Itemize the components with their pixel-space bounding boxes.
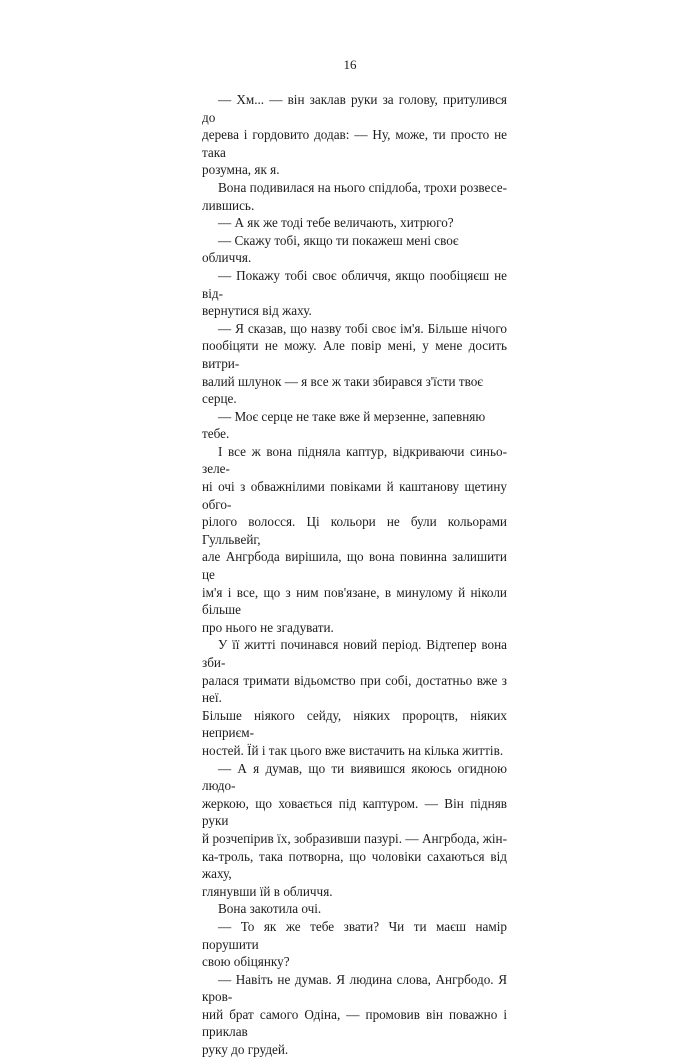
text-line: лившись. bbox=[202, 197, 255, 213]
paragraph bbox=[202, 760, 507, 901]
text-line: ім'я і все, що з ним пов'язане, в минулому й ніколи більше bbox=[202, 584, 507, 618]
text-line: У її житті починався новий період. Відтепер вона зби- bbox=[202, 637, 507, 670]
text-line: ний брат самого Одіна, — промовив він поважно і приклав bbox=[202, 1006, 507, 1040]
text-line: — Покажу тобі своє обличчя, якщо пообіцяєш не від- bbox=[202, 267, 507, 301]
text-line: ка-троль, така потворна, що чоловіки сахаються від жаху, bbox=[202, 848, 507, 882]
paragraph bbox=[202, 232, 507, 267]
text-line: вернутися від жаху. bbox=[202, 303, 312, 319]
text-line: — А я думав, що ти виявишся якоюсь огидною людо- bbox=[202, 760, 507, 794]
text-line: пообіцяти не можу. Але повір мені, у мене досить витри- bbox=[202, 338, 507, 371]
paragraph bbox=[202, 443, 507, 637]
text-line: І все ж вона підняла каптур, відкриваючи синьо-зеле- bbox=[202, 443, 507, 477]
text-line: свою обіцянку? bbox=[202, 954, 290, 970]
text-line: про нього не згадувати. bbox=[202, 619, 334, 635]
text-line: дерева і гордовито додав: — Ну, може, ти просто не така bbox=[202, 127, 507, 160]
paragraph bbox=[202, 179, 507, 214]
text-line: — А як же тоді тебе величають, хитрюго? bbox=[218, 215, 454, 231]
paragraph bbox=[202, 636, 507, 759]
text-line: — Я сказав, що назву тобі своє ім'я. Більше нічого bbox=[218, 320, 507, 336]
page-number: 16 bbox=[343, 57, 357, 72]
paragraph bbox=[202, 971, 507, 1059]
paragraph bbox=[202, 320, 507, 408]
text-line: — Навіть не думав. Я людина слова, Ангрбодо. Я кров- bbox=[202, 971, 507, 1005]
text-line: глянувши їй в обличчя. bbox=[202, 883, 333, 899]
paragraph bbox=[202, 918, 507, 971]
paragraph bbox=[202, 91, 507, 179]
text-line: валий шлунок — я все ж таки збирався з'їсти твоє серце. bbox=[202, 373, 483, 407]
text-line: й розчепірив їх, зобразивши пазурі. — Ангрбода, жін- bbox=[202, 830, 507, 846]
paragraph bbox=[202, 267, 507, 320]
text-line: руку до грудей. bbox=[202, 1042, 289, 1058]
paragraph bbox=[202, 408, 507, 443]
text-line: — Хм... — він заклав руки за голову, притулився до bbox=[202, 92, 507, 125]
text-line: Вона подивилася на нього спідлоба, трохи розвесе- bbox=[218, 179, 507, 195]
text-line: але Ангрбода вирішила, що вона повинна залишити це bbox=[202, 549, 507, 583]
text-line: розумна, як я. bbox=[202, 162, 280, 178]
text-line: Вона закотила очі. bbox=[218, 901, 322, 917]
text-line: — Скажу тобі, якщо ти покажеш мені своє обличчя. bbox=[202, 232, 459, 266]
text-line: — Моє серце не таке вже й мерзенне, запевняю тебе. bbox=[202, 408, 486, 442]
text-line: рілого волосся. Ці кольори не були кольорами Гулльвейг, bbox=[202, 514, 507, 547]
text-line: ні очі з обважнілими повіками й каштанову щетину обго- bbox=[202, 479, 507, 512]
text-line: ралася тримати відьомство при собі, достатньо вже з неї. bbox=[202, 672, 507, 706]
text-line: жеркою, що ховається під каптуром. — Він підняв руки bbox=[202, 795, 507, 829]
book-text-body bbox=[202, 91, 507, 1059]
text-line: ностей. Їй і так цього вже вистачить на кілька життів. bbox=[202, 742, 504, 758]
text-line: Більше ніякого сейду, ніяких пророцтв, ніяких неприєм- bbox=[202, 707, 507, 741]
paragraph bbox=[202, 900, 507, 918]
paragraph bbox=[202, 214, 507, 232]
text-line: — То як же тебе звати? Чи ти маєш намір порушити bbox=[202, 918, 507, 952]
